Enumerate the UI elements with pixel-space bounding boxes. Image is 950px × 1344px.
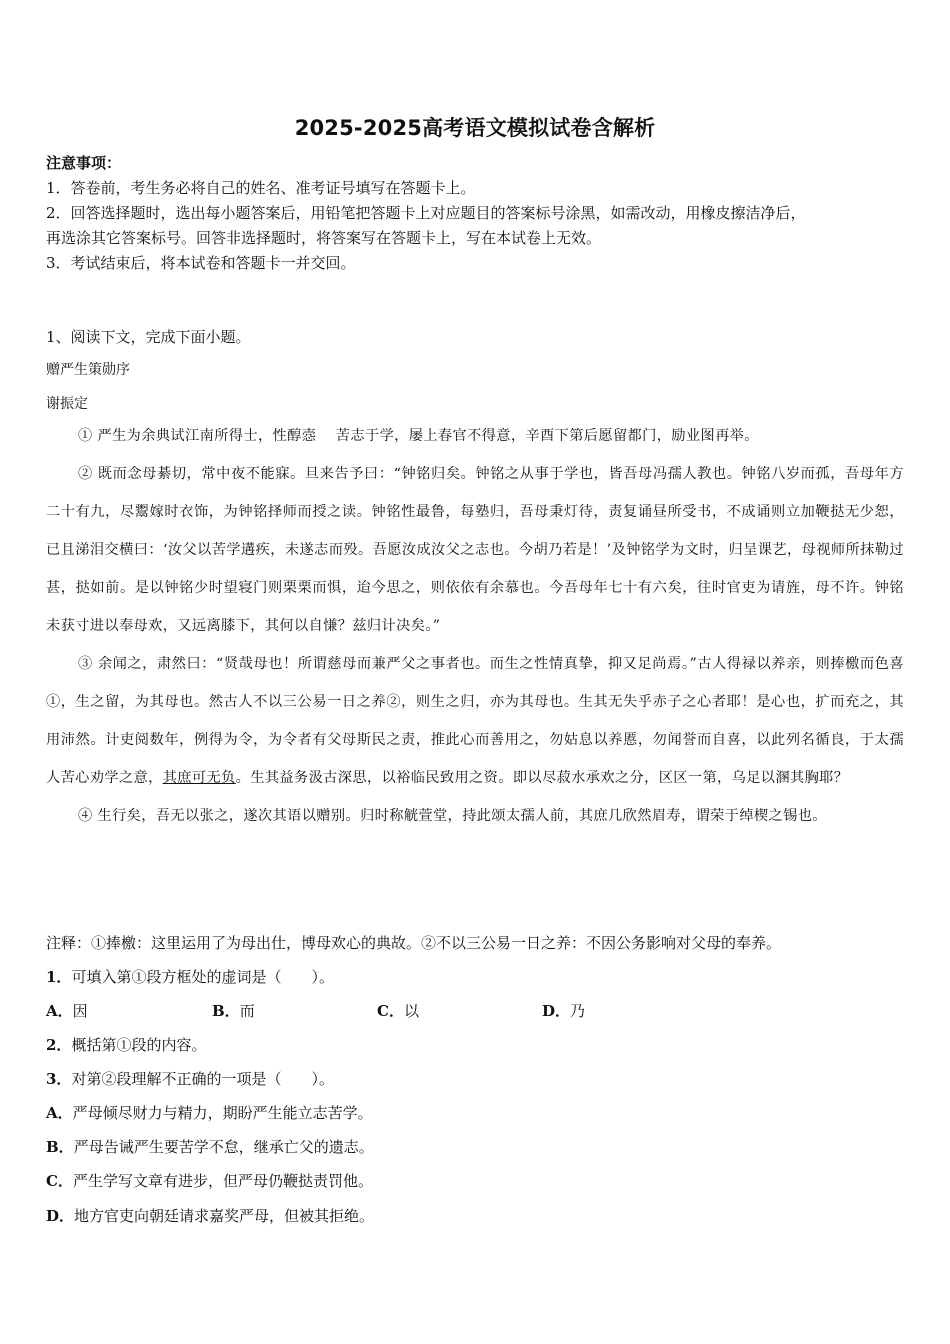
question-number: 1． xyxy=(46,968,72,986)
option-label: B． xyxy=(46,1138,74,1156)
option-b[interactable] xyxy=(212,1000,255,1021)
option-text: 严生学写文章有进步，但严母仍鞭挞责罚他。 xyxy=(72,1172,373,1190)
option-a[interactable] xyxy=(46,1000,88,1021)
option-text: 而 xyxy=(239,1002,255,1020)
underlined-phrase: 其庶可无负 xyxy=(162,770,236,786)
option-label: D． xyxy=(46,1207,75,1225)
option-text: 因 xyxy=(72,1002,88,1020)
notice-item: 1．答卷前，考生务必将自己的姓名、准考证号填写在答题卡上。 xyxy=(46,179,476,197)
option-label: A． xyxy=(46,1002,73,1020)
question-2 xyxy=(46,1034,206,1055)
option-text: 以 xyxy=(403,1002,419,1020)
section-instruction: 1、阅读下文，完成下面小题。 xyxy=(46,328,251,346)
paragraph-1: ① 严生为余典试江南所得士，性醇悫 苦志于学，屡上春官不得意，辛酉下第后愿留都门，励业图再举。 xyxy=(78,428,759,444)
question-1 xyxy=(46,966,334,987)
article-author: 谢振定 xyxy=(46,396,88,412)
article-body xyxy=(46,417,904,835)
option-label: C． xyxy=(377,1002,404,1020)
option-d[interactable] xyxy=(542,1000,585,1021)
question-number: 3． xyxy=(46,1070,72,1088)
option-text: 严母告诫严生要苦学不怠，继承亡父的遗志。 xyxy=(73,1138,374,1156)
paragraph-3-text: ③ 余闻之，肃然曰：“贤哉母也！所谓慈母而兼严父之事者也。而生之性情真挚，抑又足尚焉。”古人得禄以养亲，则捧檄而色喜①，生之留，为其母也。然古人不以三公易一日之养②，则生之归，亦为其母也。生其无失乎赤子之心者耶！是心也，扩而充之，其用沛然。计吏阅数年，例得为令，为令者有父母斯民之责，推此心而善用之，勿姑息以养慝，勿闻誉而自喜，以此列名循良，于太孺人苦心劝学之意， xyxy=(46,656,904,786)
option-a[interactable] xyxy=(46,1102,373,1123)
article-title: 赠严生策勋序 xyxy=(46,362,130,378)
option-label: C． xyxy=(46,1172,73,1190)
paragraph-4: ④ 生行矣，吾无以张之，遂次其语以赠别。归时称觥萱堂，持此颂太孺人前，其庶几欣然眉寿，谓荣于绰楔之锡也。 xyxy=(78,808,827,824)
question-text: 概括第①段的内容。 xyxy=(71,1036,207,1054)
option-text: 严母倾尽财力与精力，期盼严生能立志苦学。 xyxy=(72,1104,373,1122)
option-label: D． xyxy=(542,1002,571,1020)
option-label: B． xyxy=(212,1002,240,1020)
option-text: 乃 xyxy=(570,1002,586,1020)
question-number: 2． xyxy=(46,1036,72,1054)
option-b[interactable] xyxy=(46,1136,374,1157)
option-c[interactable] xyxy=(377,1000,419,1021)
paragraph-3 xyxy=(46,645,904,797)
paragraph-3-end: 。生其益务汲古深思，以裕临民致用之资。即以尽菽水承欢之分，区区一第，乌足以溷其胸耶？ xyxy=(235,770,849,786)
annotation: 注释：①捧檄：这里运用了为母出仕，博母欢心的典故。②不以三公易一日之养：不因公务影响对父母的奉养。 xyxy=(46,934,782,952)
notice-item: 2．回答选择题时，选出每小题答案后，用铅笔把答题卡上对应题目的答案标号涂黑，如需改动，用橡皮擦洁净后， xyxy=(46,204,806,222)
question-text: 可填入第①段方框处的虚词是（ ）。 xyxy=(71,968,334,986)
notice-item: 3．考试结束后，将本试卷和答题卡一并交回。 xyxy=(46,254,356,272)
option-text: 地方官吏向朝廷请求嘉奖严母，但被其拒绝。 xyxy=(74,1207,375,1225)
notice-heading: 注意事项： xyxy=(46,154,122,172)
notice-item: 再选涂其它答案标号。回答非选择题时，将答案写在答题卡上，写在本试卷上无效。 xyxy=(46,229,602,247)
paragraph-2: ② 既而念母綦切，常中夜不能寐。旦来告予曰：“钟铭归矣。钟铭之从事于学也，皆吾母冯孺人教也。钟铭八岁而孤，吾母年方二十有九，尽鬻嫁时衣饰，为钟铭择师而授之读。钟铭性最鲁，每塾归，吾母秉灯待，责复诵昼所受书，不成诵则立加鞭挞无少恕，已且涕泪交横曰：‘汝父以苦学遘疾，未遂志而殁。吾愿汝成汝父之志也。今胡乃若是！’及钟铭学为文时，归呈课艺，母视师所抹勒过甚，挞如前。是以钟铭少时望寝门则栗栗而惧，迨今思之，则依依有余慕也。今吾母年七十有六矣，往时官吏为请旌，母不许。钟铭未获寸进以奉母欢，又远离膝下，其何以自慊？兹归计决矣。” xyxy=(46,466,904,634)
option-c[interactable] xyxy=(46,1170,373,1191)
page-title: 2025-2025高考语文模拟试卷含解析 xyxy=(294,116,656,140)
question-text: 对第②段理解不正确的一项是（ ）。 xyxy=(71,1070,334,1088)
option-d[interactable] xyxy=(46,1205,374,1226)
option-label: A． xyxy=(46,1104,73,1122)
question-3 xyxy=(46,1068,334,1089)
